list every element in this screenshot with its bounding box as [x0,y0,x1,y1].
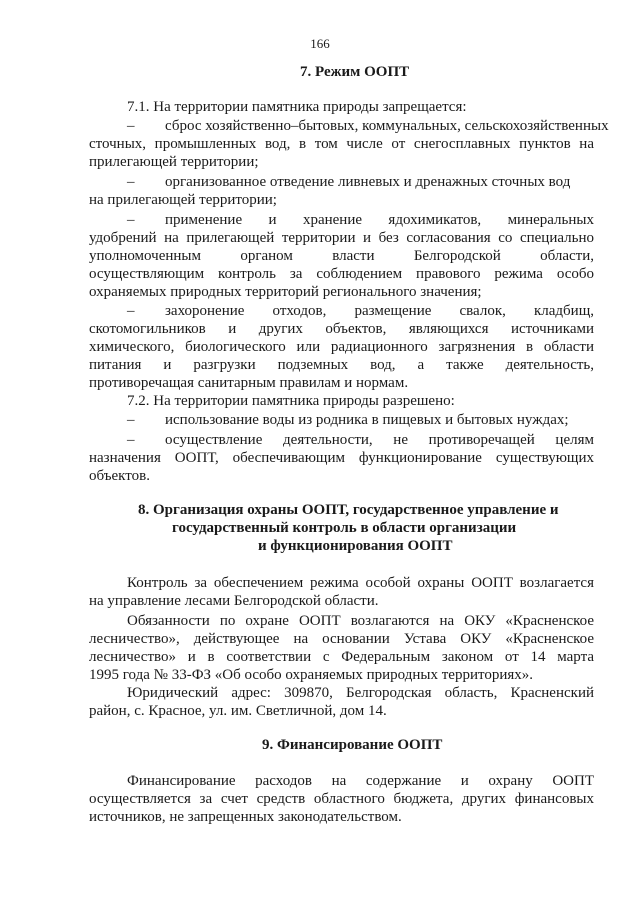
list-item-line: уполномоченным органом власти Белгородской области, [89,248,594,264]
list-item-line: использование воды из родника в пищевых и бытовых нуждах; [165,412,569,428]
paragraph-line: Контроль за обеспечением режима особой охраны ООПТ возлагается [127,575,594,591]
section-8-title-line: и функционирования ООПТ [258,538,453,554]
paragraph-line: Обязанности по охране ООПТ возлагаются на ОКУ «Красненское [127,613,594,629]
paragraph-line: 1995 года № 33-ФЗ «Об особо охраняемых природных территориях». [89,667,534,683]
paragraph-line: Юридический адрес: 309870, Белгородская область, Красненский [127,685,594,701]
paragraph-line: на управление лесами Белгородской области. [89,593,379,609]
paragraph-line: лесничество», действующее на основании Устава ОКУ «Красненское [89,631,594,647]
list-item-line: удобрений на прилегающей территории и без согласования со специально [89,230,594,246]
paragraph-line: лесничество» и в соответствии с Федеральным законом от 14 марта [89,649,594,665]
section-9-title: 9. Финансирование ООПТ [262,737,443,753]
list-item-line: скотомогильников и других объектов, являющихся источниками [89,321,594,337]
list-dash: – [127,432,135,448]
paragraph-line: район, с. Красное, ул. им. Светличной, дом 14. [89,703,387,719]
list-item-line: противоречащая санитарным правилам и нормам. [89,375,409,391]
section-7-title: 7. Режим ООПТ [300,64,410,80]
list-item-line: объектов. [89,468,150,484]
list-dash: – [127,212,135,228]
list-dash: – [127,174,135,190]
paragraph-line: источников, не запрещенных законодательством. [89,809,402,825]
list-item-line: химического, биологического или радиационного загрязнения в области [89,339,594,355]
page-number: 166 [310,36,330,51]
list-item-line: осуществляющим контроль за соблюдением правового режима особо [89,266,594,282]
list-item-line: осуществление деятельности, не противоречащей целям [165,432,594,448]
section-8-title-line: государственный контроль в области организации [172,520,517,536]
list-item-line: сточных, промышленных вод, в том числе от снегосплавных пунктов на [89,136,594,152]
paragraph-7-2: 7.2. На территории памятника природы разрешено: [127,393,455,409]
paragraph-line: Финансирование расходов на содержание и охрану ООПТ [127,773,594,789]
list-item-line: питания и разгрузки подземных вод, а также деятельность, [89,357,594,373]
list-item-line: сброс хозяйственно–бытовых, коммунальных, сельскохозяйственных [165,118,609,134]
paragraph-line: осуществляется за счет средств областного бюджета, других финансовых [89,791,594,807]
section-8-title-line: 8. Организация охраны ООПТ, государственное управление и [138,502,559,518]
list-item-line: прилегающей территории; [89,154,259,170]
list-item-line: организованное отведение ливневых и дренажных сточных вод [165,174,571,190]
list-dash: – [127,118,135,134]
list-item-line: применение и хранение ядохимикатов, минеральных [165,212,594,228]
list-item-line: захоронение отходов, размещение свалок, кладбищ, [165,303,594,319]
list-dash: – [127,412,135,428]
list-item-line: назначения ООПТ, обеспечивающим функционирование существующих [89,450,594,466]
list-item-line: на прилегающей территории; [89,192,277,208]
paragraph-7-1: 7.1. На территории памятника природы запрещается: [127,99,467,115]
list-dash: – [127,303,135,319]
list-item-line: охраняемых природных территорий регионального значения; [89,284,482,300]
